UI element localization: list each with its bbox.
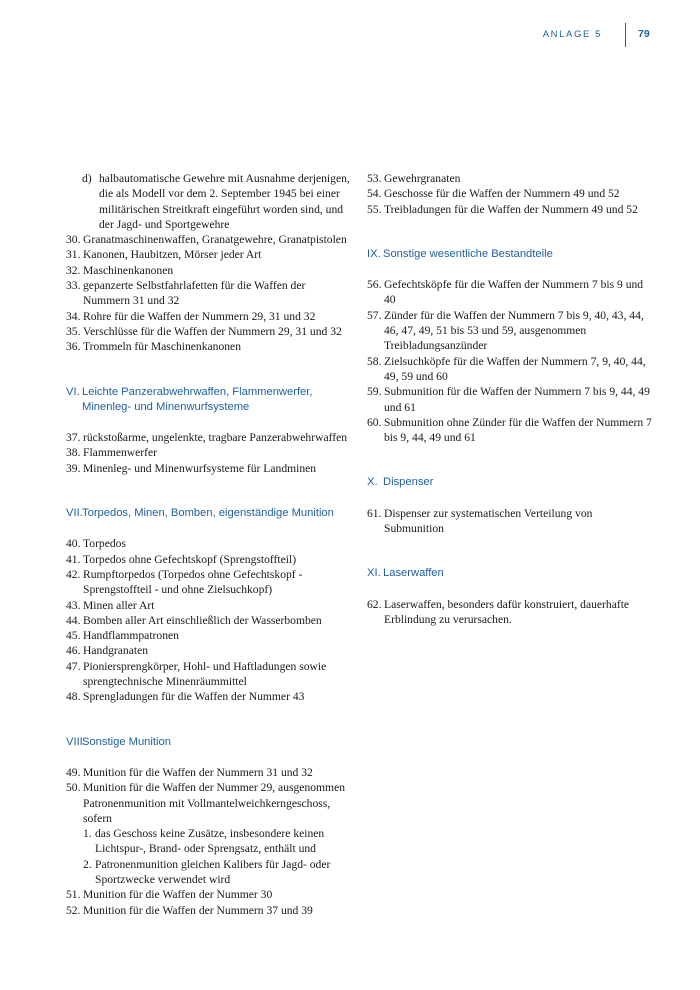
list-item-number: 50. <box>66 781 81 795</box>
section-heading-ix: IX. Sonstige wesentliche Bestandteile <box>367 247 553 260</box>
list-item-number: 35. <box>66 324 81 338</box>
list-item-number: 62. <box>367 597 382 611</box>
list-item-number: 34. <box>66 309 81 323</box>
section-heading-vi: VI. Leichte Panzerabwehrwaffen, Flammenwerfer, Minenleg- und Minenwurfsysteme <box>66 385 313 413</box>
list-item-number: 30. <box>66 233 81 247</box>
list-item <box>66 461 354 476</box>
list-item-text: Bomben aller Art einschließlich der Wasserbomben <box>83 613 322 627</box>
list-item <box>66 339 354 354</box>
header-label: ANLAGE 5 <box>542 29 602 40</box>
list-item-text: Minen aller Art <box>83 598 155 612</box>
list-item-number: 43. <box>66 598 81 612</box>
list-item-text: gepanzerte Selbstfahrlafetten für die Waffen der Nummern 31 und 32 <box>83 279 306 308</box>
list-item <box>66 247 354 262</box>
list-item <box>367 308 653 354</box>
list-item-text: Granatmaschinenwaffen, Granatgewehre, Granatpistolen <box>83 233 347 247</box>
list-item-text: Geschosse für die Waffen der Nummern 49 und 52 <box>384 187 620 201</box>
page-number: 79 <box>638 28 650 40</box>
list-item-text: Submunition ohne Zünder für die Waffen der Nummern 7 bis 9, 44, 49 und 61 <box>384 415 652 445</box>
list-item <box>66 780 354 826</box>
list-item-number: 48. <box>66 690 81 704</box>
list-item-text: Verschlüsse für die Waffen der Nummern 29, 31 und 32 <box>83 324 342 338</box>
list-item <box>66 659 354 690</box>
list-item-number: 49. <box>66 765 81 779</box>
list-item-number: 55. <box>367 202 382 216</box>
list-item-number: 59. <box>367 385 382 399</box>
list-item <box>66 324 354 339</box>
list-item <box>367 277 653 308</box>
list-item-number: 44. <box>66 613 81 627</box>
list-item-text: Munition für die Waffen der Nummern 31 und 32 <box>83 765 313 779</box>
list-item <box>66 598 354 613</box>
list-item-text: Munition für die Waffen der Nummer 30 <box>83 888 273 902</box>
list-item-text: Laserwaffen, besonders dafür konstruiert, dauerhafte Erblindung zu verursachen. <box>384 597 630 626</box>
list-item <box>66 857 354 888</box>
list-item-text: Maschinenkanonen <box>83 263 174 277</box>
list-item <box>367 186 653 201</box>
list-item <box>66 171 354 232</box>
list-item-number: 31. <box>66 248 81 262</box>
list-item-text: Handflammpatronen <box>83 629 179 643</box>
list-item-number: 41. <box>66 552 81 566</box>
list-item-number: 53. <box>367 172 382 185</box>
list-item-number: 38. <box>66 446 81 460</box>
list-item-number: 42. <box>66 567 81 581</box>
list-item-number: 32. <box>66 263 81 277</box>
list-item-text: Handgranaten <box>83 644 149 658</box>
list-item <box>367 354 653 385</box>
list-item-text: Torpedos <box>83 537 126 551</box>
list-item <box>66 232 354 247</box>
list-item-text: Minenleg- und Minenwurfsysteme für Landminen <box>83 461 317 475</box>
list-item-text: Pioniersprengkörper, Hohl- und Haftladungen sowie sprengtechnische Minenräummittel <box>83 659 327 689</box>
list-item-number: 54. <box>367 187 382 201</box>
list-item-number: 58. <box>367 354 382 368</box>
list-item-text: Flammenwerfer <box>83 446 158 460</box>
list-item-text: Patronenmunition gleichen Kalibers für Jagd- oder Sportzwecke verwendet wird <box>95 857 331 886</box>
list-item-number: 1. <box>83 827 92 841</box>
list-item-number: 56. <box>367 278 382 292</box>
list-item <box>66 278 354 309</box>
list-item <box>66 567 354 598</box>
list-item-text: Trommeln für Maschinenkanonen <box>83 340 241 354</box>
header-divider <box>625 23 626 47</box>
list-item-text: Gewehrgranaten <box>384 172 461 185</box>
list-item-text: Torpedos ohne Gefechtskopf (Sprengstoffteil) <box>83 552 297 566</box>
list-item <box>367 415 653 446</box>
list-item-number: 51. <box>66 888 81 902</box>
list-item <box>66 628 354 643</box>
list-item-text: Rumpftorpedos (Torpedos ohne Gefechtskopf - Sprengstoffteil - und ohne Zielsuchkopf) <box>83 567 303 597</box>
section-heading-vii: VII. Torpedos, Minen, Bomben, eigenständige Munition <box>66 507 334 520</box>
list-item-text: Munition für die Waffen der Nummern 37 und 39 <box>83 903 313 917</box>
list-item-text: Sprengladungen für die Waffen der Nummer 43 <box>83 690 305 704</box>
list-item <box>66 643 354 658</box>
list-item-text: Submunition für die Waffen der Nummern 7 bis 9, 44, 49 und 61 <box>384 385 650 414</box>
list-item <box>66 536 354 551</box>
list-item-text: Zünder für die Waffen der Nummern 7 bis 9, 40, 43, 44, 46, 47, 49, 51 bis 53 und 59, ausgenommen Treibladungsanzünder <box>384 308 644 353</box>
list-item-number: 39. <box>66 461 81 475</box>
list-item-text: Dispenser zur systematischen Verteilung von Submunition <box>384 506 593 536</box>
list-item-text: Treibladungen für die Waffen der Nummern 49 und 52 <box>384 202 638 216</box>
list-item <box>66 887 354 902</box>
list-item <box>367 506 653 537</box>
list-item-text: Rohre für die Waffen der Nummern 29, 31 und 32 <box>83 309 316 323</box>
list-item-number: d) <box>82 172 92 185</box>
list-item-number: 47. <box>66 659 81 673</box>
list-item-number: 33. <box>66 279 81 293</box>
list-item <box>66 309 354 324</box>
list-item-number: 40. <box>66 537 81 551</box>
list-item <box>66 765 354 780</box>
list-item <box>367 384 653 415</box>
list-item <box>66 903 354 918</box>
list-item-number: 37. <box>66 431 81 445</box>
list-item <box>66 445 354 460</box>
list-item-number: 52. <box>66 903 81 917</box>
list-item <box>367 597 653 628</box>
list-item-text: Kanonen, Haubitzen, Mörser jeder Art <box>83 248 262 262</box>
list-item-text: rückstoßarme, ungelenkte, tragbare Panzerabwehrwaffen <box>83 431 348 445</box>
section-heading-x: X. Dispenser <box>367 476 434 489</box>
list-item-number: 2. <box>83 857 92 871</box>
list-item-number: 61. <box>367 506 382 520</box>
list-item <box>66 552 354 567</box>
list-item-text: das Geschoss keine Zusätze, insbesondere keinen Lichtspur-, Brand- oder Sprengsatz, enthält und <box>95 827 325 856</box>
list-item-text: halbautomatische Gewehre mit Ausnahme derjenigen, die als Modell vor dem 2. September 1945 bei einer militärischen Streitkraft eingeführt worden sind, und der Jagd- und Sportgewehre <box>99 172 350 231</box>
list-item <box>367 171 653 186</box>
list-item <box>66 430 354 445</box>
list-item <box>66 613 354 628</box>
list-item <box>367 202 653 217</box>
list-item-text: Munition für die Waffen der Nummer 29, ausgenommen Patronenmunition mit Vollmantelweichkerngeschoss, sofern <box>83 781 346 825</box>
list-item-number: 60. <box>367 415 382 429</box>
list-item <box>66 689 354 704</box>
list-item-number: 57. <box>367 308 382 322</box>
right-column <box>367 171 653 627</box>
list-item-number: 46. <box>66 644 81 658</box>
section-heading-xi: XI. Laserwaffen <box>367 567 444 580</box>
section-heading-viii: VIII. Sonstige Munition <box>66 735 171 748</box>
list-item-number: 45. <box>66 629 81 643</box>
left-column <box>66 171 354 918</box>
list-item <box>66 826 354 857</box>
list-item-text: Zielsuchköpfe für die Waffen der Nummern 7, 9, 40, 44, 49, 59 und 60 <box>384 354 646 383</box>
list-item <box>66 263 354 278</box>
list-item-text: Gefechtsköpfe für die Waffen der Nummern 7 bis 9 und 40 <box>384 278 644 307</box>
list-item-number: 36. <box>66 340 81 354</box>
